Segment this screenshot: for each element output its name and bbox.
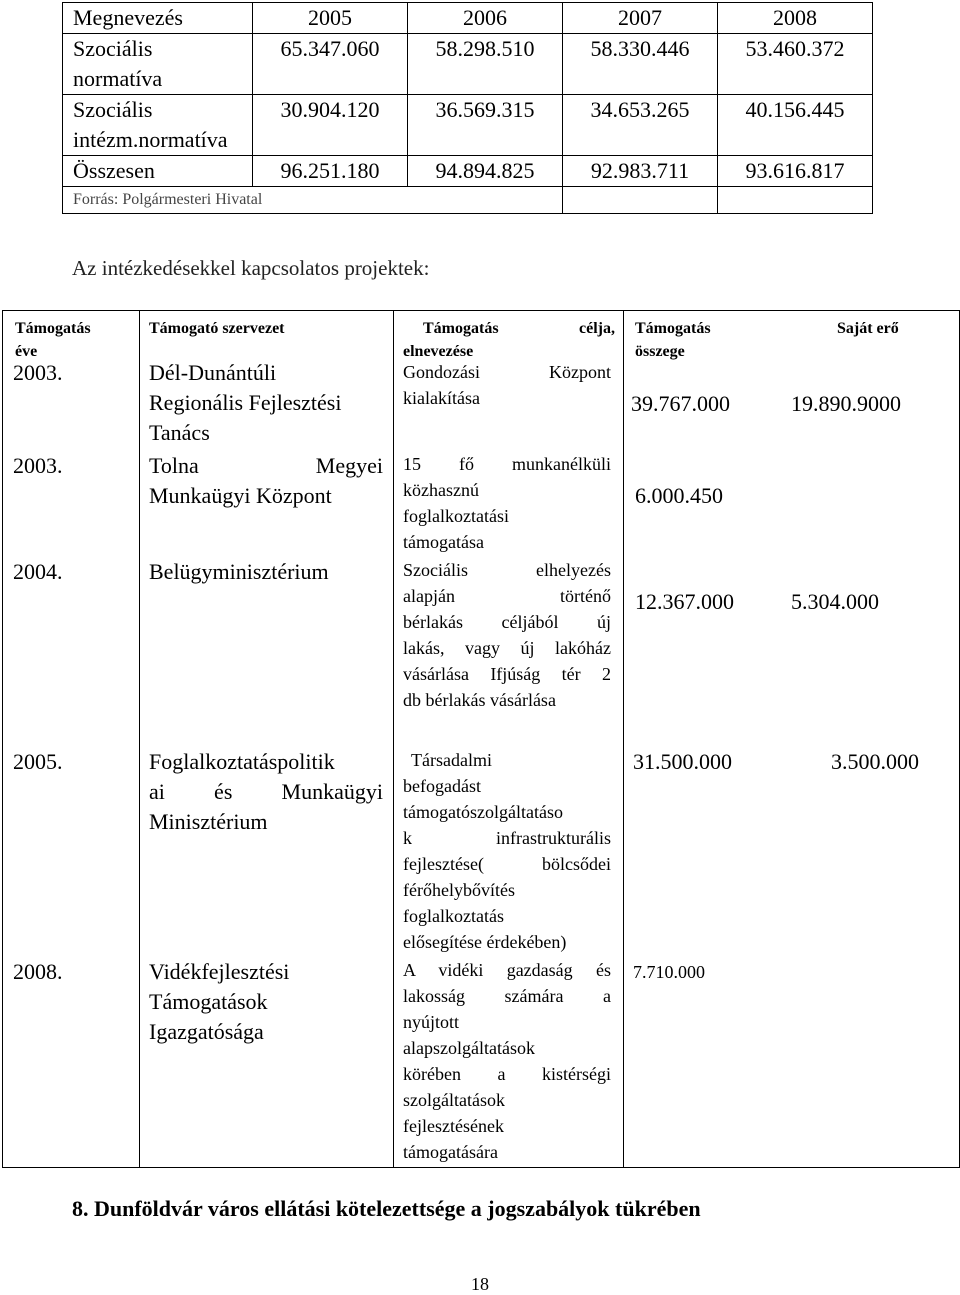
row-label: Szociális intézm.normatíva (63, 95, 253, 156)
header-cell: 2005 (253, 3, 408, 34)
row-own-funds: 3.500.000 (831, 749, 919, 774)
value-cell: 58.330.446 (563, 34, 718, 95)
value-cell: 65.347.060 (253, 34, 408, 95)
value-cell: 53.460.372 (718, 34, 873, 95)
row-amount: 31.500.000 (633, 749, 732, 774)
row-org: Foglalkoztatáspolitik ai és Munkaügyi Minisztérium (149, 749, 383, 834)
value-cell: 58.298.510 (408, 34, 563, 95)
row-amount: 12.367.000 (635, 589, 734, 614)
table-row (63, 156, 873, 187)
row-year: 2008. (13, 959, 63, 984)
header-cell: 2007 (563, 3, 718, 34)
header-cell: 2006 (408, 3, 563, 34)
column-divider (393, 311, 394, 1167)
table-header-row (63, 3, 873, 34)
row-amount: 7.710.000 (633, 962, 705, 982)
header-cell: 2008 (718, 3, 873, 34)
row-label: Szociális normatíva (63, 34, 253, 95)
row-purpose: A vidéki gazdaság és lakosság számára a nyújtott alapszolgáltatások körében a kistérségi szolgáltatások fejlesztésének támogatására (403, 960, 611, 1162)
value-cell: 30.904.120 (253, 95, 408, 156)
value-cell: 92.983.711 (563, 156, 718, 187)
row-year: 2004. (13, 559, 63, 584)
row-label: Összesen (63, 156, 253, 187)
section-heading: 8. Dunföldvár város ellátási kötelezettsége a jogszabályok tükrében (72, 1196, 701, 1221)
funding-table (62, 2, 873, 214)
row-org: Belügyminisztérium (149, 559, 329, 584)
row-own-funds: 5.304.000 (791, 589, 879, 614)
row-amount: 39.767.000 (631, 391, 730, 416)
header-purpose: Támogatás célja, elnevezése (403, 320, 615, 360)
row-year: 2003. (13, 360, 63, 385)
table-row (63, 95, 873, 156)
value-cell: 96.251.180 (253, 156, 408, 187)
value-cell: 94.894.825 (408, 156, 563, 187)
row-purpose: Társadalmi befogadást támogatószolgáltatáso k infrastrukturális fejlesztése( bölcsődei férőhelybővítés foglalkoztatás elősegítése érdekében) (403, 750, 611, 952)
row-own-funds: 19.890.9000 (791, 391, 901, 416)
empty-cell (563, 187, 718, 214)
row-year: 2005. (13, 749, 63, 774)
row-org: Vidékfejlesztési Támogatások Igazgatósága (149, 959, 290, 1044)
header-own-funds: Saját erő (837, 320, 899, 337)
header-year: Támogatás éve (15, 320, 91, 360)
projects-table (2, 310, 960, 1168)
value-cell: 40.156.445 (718, 95, 873, 156)
row-year: 2003. (13, 453, 63, 478)
row-purpose: Gondozási Központ kialakítása (403, 362, 611, 408)
empty-cell (718, 187, 873, 214)
column-divider (139, 311, 140, 1167)
row-purpose: 15 fő munkanélküli közhasznú foglalkoztatási támogatása (403, 454, 611, 552)
table-row (63, 34, 873, 95)
source-note: Forrás: Polgármesteri Hivatal (63, 187, 563, 214)
header-cell: Megnevezés (63, 3, 253, 34)
value-cell: 93.616.817 (718, 156, 873, 187)
page-number: 18 (471, 1274, 489, 1294)
header-org: Támogató szervezet (149, 320, 285, 337)
row-amount: 6.000.450 (635, 483, 723, 508)
column-divider (623, 311, 624, 1167)
header-amount: Támogatás összege (635, 320, 711, 360)
value-cell: 34.653.265 (563, 95, 718, 156)
table-source-row (63, 187, 873, 214)
row-purpose: Szociális elhelyezés alapján történő bérlakás céljából új lakás, vagy új lakóház vásárlása Ifjúság tér 2 db bérlakás vásárlása (403, 560, 611, 710)
value-cell: 36.569.315 (408, 95, 563, 156)
row-org: Dél-Dunántúli Regionális Fejlesztési Tanács (149, 360, 342, 445)
row-org: Tolna Megyei Munkaügyi Központ (149, 453, 383, 508)
intro-text: Az intézkedésekkel kapcsolatos projektek: (72, 256, 430, 280)
